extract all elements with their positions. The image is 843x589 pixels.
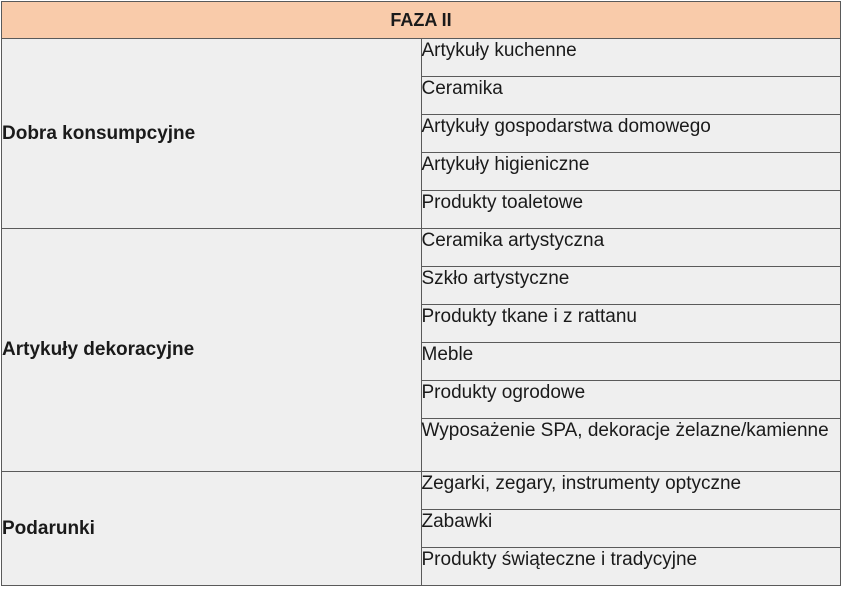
item-cell: Ceramika	[421, 77, 841, 115]
item-cell: Zegarki, zegary, instrumenty optyczne	[421, 472, 841, 510]
item-cell: Meble	[421, 343, 841, 381]
item-cell: Artykuły higieniczne	[421, 153, 841, 191]
item-cell: Zabawki	[421, 510, 841, 548]
table-title: FAZA II	[2, 2, 841, 39]
category-cell: Dobra konsumpcyjne	[2, 39, 422, 229]
item-cell: Produkty ogrodowe	[421, 381, 841, 419]
item-cell: Artykuły gospodarstwa domowego	[421, 115, 841, 153]
item-cell: Produkty tkane i z rattanu	[421, 305, 841, 343]
category-cell: Artykuły dekoracyjne	[2, 229, 422, 472]
item-cell: Ceramika artystyczna	[421, 229, 841, 267]
table-row	[2, 39, 841, 77]
item-cell: Wyposażenie SPA, dekoracje żelazne/kamienne	[421, 419, 841, 472]
header-row	[2, 2, 841, 39]
category-cell: Podarunki	[2, 472, 422, 586]
table-row	[2, 472, 841, 510]
table-row	[2, 229, 841, 267]
item-cell: Szkło artystyczne	[421, 267, 841, 305]
item-cell: Produkty toaletowe	[421, 191, 841, 229]
item-cell: Artykuły kuchenne	[421, 39, 841, 77]
product-table	[1, 1, 841, 586]
item-cell: Produkty świąteczne i tradycyjne	[421, 548, 841, 586]
